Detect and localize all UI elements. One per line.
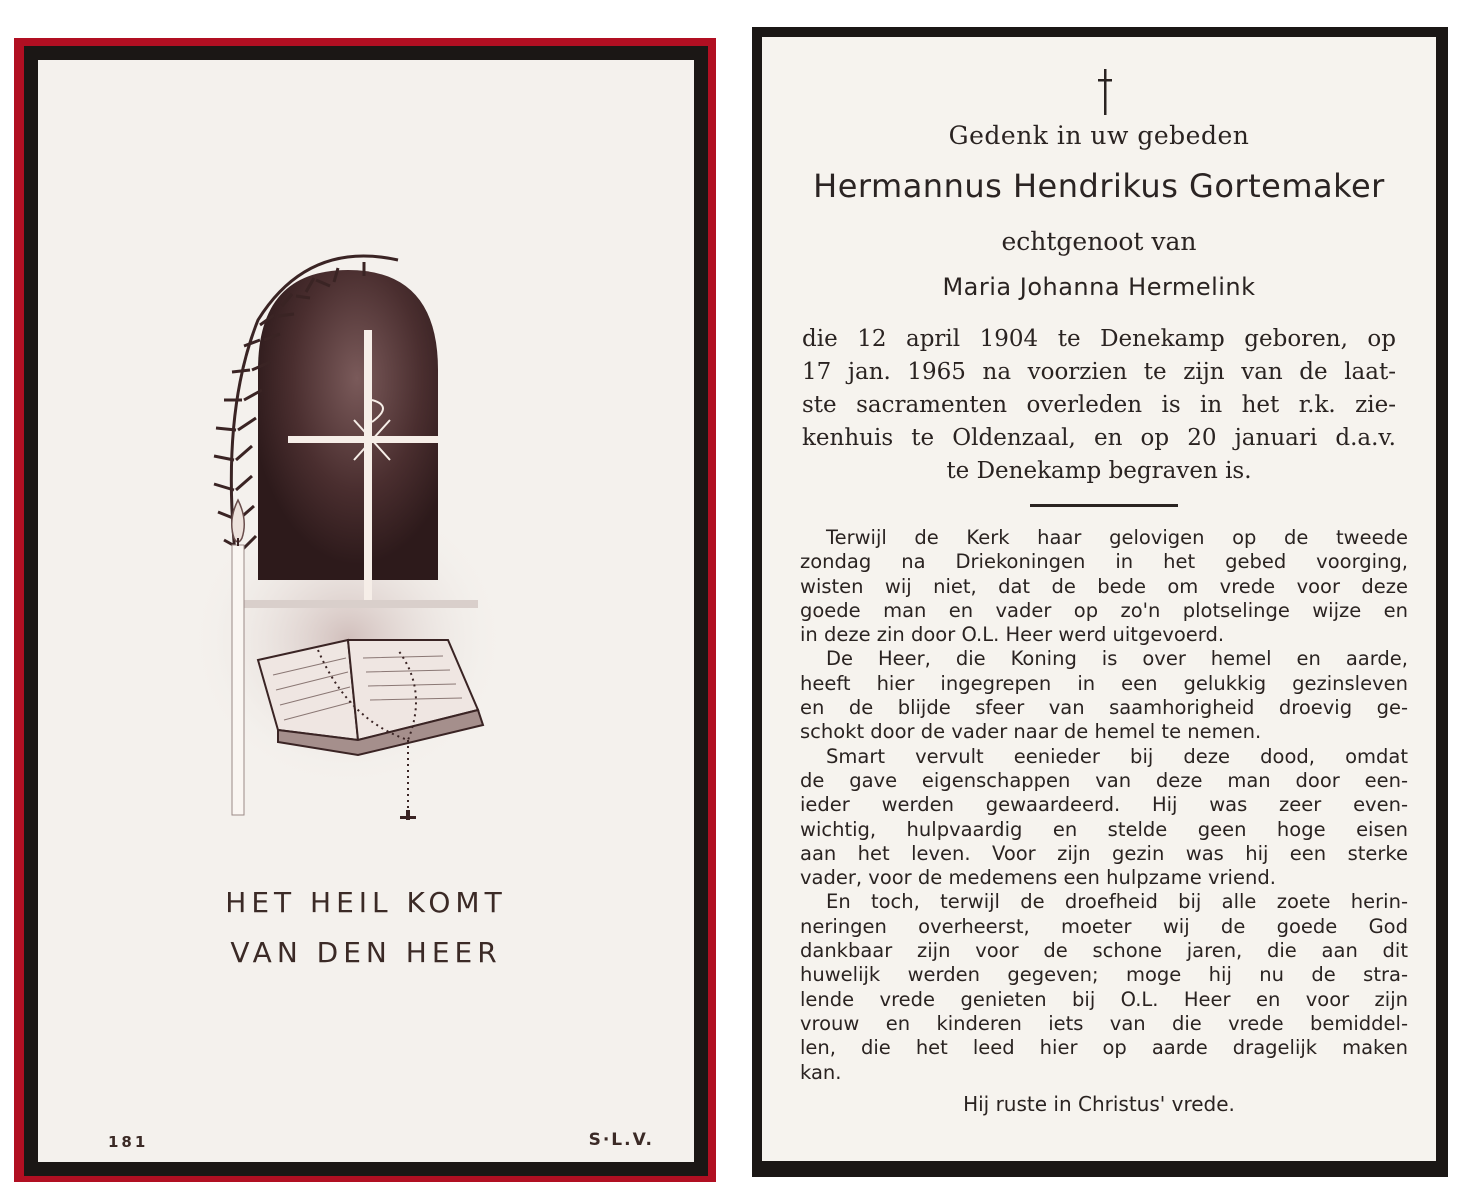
text-line: goede man en vader op zo'n plotselinge wijze en [800,598,1408,622]
text-line: in deze zin door O.L. Heer werd uitgevoerd. [800,623,1225,647]
front-card-face [38,60,694,1162]
text-line: kan. [800,1060,842,1084]
text-line: dankbaar zijn voor de schone jaren, die aan dit [800,939,1408,963]
print-number: 181 [108,1133,149,1151]
text-line: Terwijl de Kerk haar gelovigen op de tweede [826,526,1408,549]
text-line: len, die het leed hier op aarde dragelijk maken [800,1036,1408,1060]
candle-icon [232,500,245,815]
life-details [802,323,1396,488]
window-ledge [238,600,478,608]
light-cross-vertical [364,330,372,600]
deceased-name: Hermannus Hendrikus Gortemaker [813,167,1385,205]
intro-line: Gedenk in uw gebeden [948,121,1250,150]
publisher-mark: S·L.V. [588,1130,654,1150]
text-line: zondag na Driekoningen in het gebed voorging, [800,550,1408,574]
life-line: ste sacramenten overleden is in het r.k. zie- [802,392,1396,418]
motto-line-1: HET HEIL KOMT [225,886,507,919]
text-line: heeft hier ingegrepen in een gelukkig gezinsleven [800,671,1408,695]
text-line: Smart vervult eenieder bij deze dood, omdat [826,744,1408,768]
text-line: en de blijde sfeer van saamhorigheid droevig ge- [800,696,1408,720]
text-line: wisten wij niet, dat de bede om vrede voor deze [800,574,1408,598]
spouse-name: Maria Johanna Hermelink [942,273,1256,301]
altar-illustration [198,220,498,820]
life-line: te Denekamp begraven is. [946,458,1252,484]
prayer-card-back [752,27,1448,1177]
back-card-face [762,37,1436,1161]
front-mourning-border [24,46,708,1176]
cross-icon [1098,69,1112,115]
divider-rule [1030,504,1178,507]
prayer-card-front [14,38,716,1182]
text-line: lende vrede genieten bij O.L. Heer en voor zijn [800,987,1408,1011]
spouse-label: echtgenoot van [1001,227,1197,256]
text-line: aan het leven. Voor zijn gezin was hij een sterke [800,841,1408,865]
text-line: De Heer, die Koning is over hemel en aarde, [826,647,1408,671]
text-line: vader, voor de medemens een hulpzame vriend. [800,866,1276,890]
text-line: neringen overheerst, moeter wij de goede God [800,914,1408,938]
life-line: 17 jan. 1965 na voorzien te zijn van de laat- [802,359,1396,385]
text-line: schokt door de vader naar de hemel te nemen. [800,720,1262,744]
light-cross-horizontal [288,436,438,443]
closing-line: Hij ruste in Christus' vrede. [963,1092,1235,1116]
memorial-text [800,526,1408,1085]
motto-line-2: VAN DEN HEER [230,936,502,969]
life-line: die 12 april 1904 te Denekamp geboren, op [802,326,1396,352]
text-line: vrouw en kinderen iets van die vrede bemiddel- [800,1011,1408,1035]
text-line: wichtig, hulpvaardig en stelde geen hoge eisen [800,817,1408,841]
text-line: de gave eigenschappen van deze man door een- [800,768,1408,792]
text-line: En toch, terwijl de droefheid bij alle zoete herin- [826,890,1408,914]
text-line: ieder werden gewaardeerd. Hij was zeer even- [800,793,1408,817]
life-line: kenhuis te Oldenzaal, en op 20 januari d.a.v. [802,425,1396,451]
text-line: huwelijk werden gegeven; moge hij nu de stra- [800,963,1408,987]
